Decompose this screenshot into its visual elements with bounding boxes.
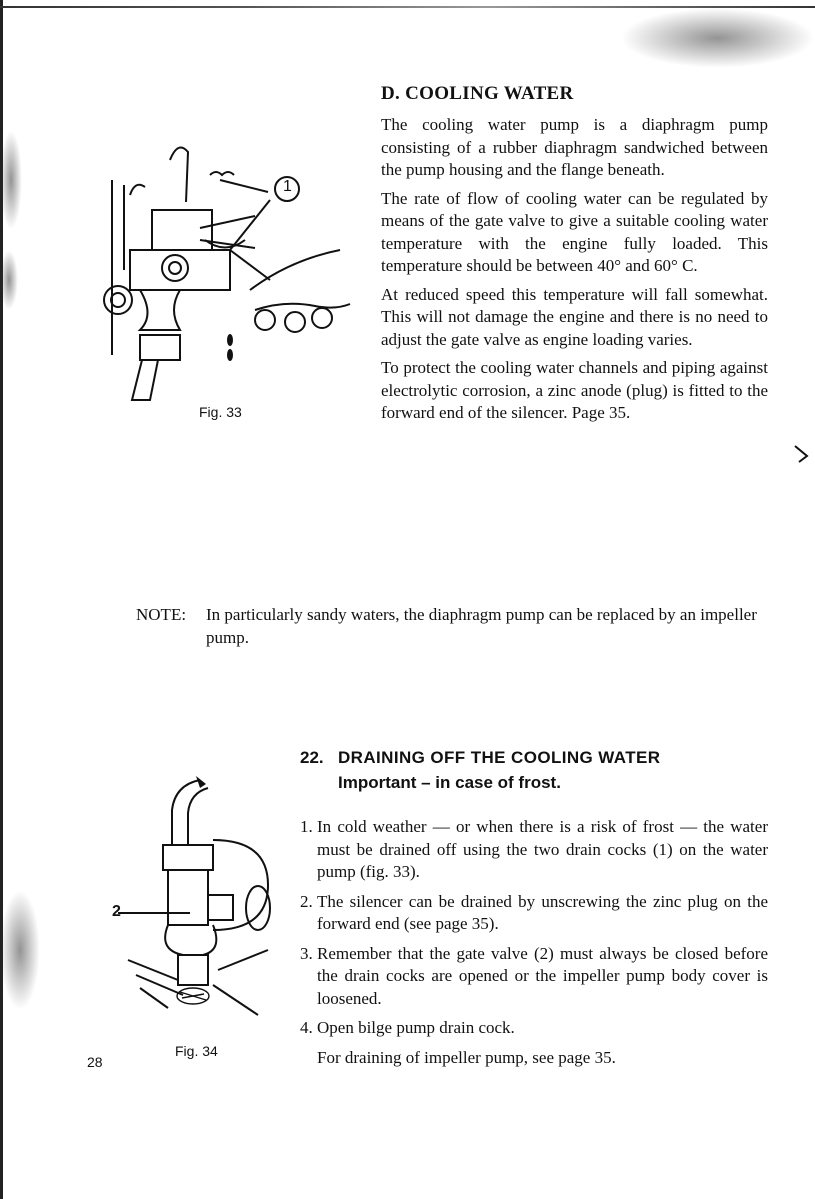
paragraph: The cooling water pump is a diaphragm pump consisting of a rubber diaphragm sandwiched between the pump housing and the flange beneath. (381, 115, 768, 179)
diaphragm-pump-drawing (90, 140, 370, 410)
page-number: 28 (87, 1054, 103, 1070)
scan-smudge (0, 130, 22, 230)
step-text: The silencer can be drained by unscrewing the zinc plug on the forward end (see page 35). (317, 891, 768, 933)
paragraph: At reduced speed this temperature will fall somewhat. This will not damage the engine and there is no need to adjust the gate valve as engine loading varies. (381, 284, 768, 349)
step-number: 1. (300, 817, 313, 836)
paragraph: To protect the cooling water channels and piping against electrolytic corrosion, a zinc anode (plug) is fitted to the forward end of the silencer. Page 35. (381, 358, 768, 422)
step-number: 2. (300, 891, 313, 911)
paragraph: The rate of flow of cooling water can be regulated by means of the gate valve to give a suitable cooling water temperature with the engine fully loaded. This temperature should be between 40° and 60° C. (381, 188, 768, 275)
draining-steps (300, 816, 768, 1069)
figure-caption: Fig. 34 (175, 1043, 218, 1059)
section-subtitle: Important – in case of frost. (338, 773, 561, 792)
list-item (300, 1017, 768, 1040)
list-item (300, 816, 768, 884)
step-text: In cold weather — or when there is a risk of frost — the water must be drained off using the two drain cocks (1) on the water pump (fig. 33). (317, 817, 768, 881)
scan-smudge (0, 890, 40, 1010)
note-text: In particularly sandy waters, the diaphragm pump can be replaced by an impeller pump. (206, 605, 757, 647)
callout-label: 1 (283, 178, 292, 195)
step-text: Open bilge pump drain cock. (317, 1018, 515, 1037)
section-body (381, 114, 768, 431)
drain-cock-drawing (108, 770, 288, 1030)
callout-label: 2 (112, 903, 121, 920)
note-label: NOTE: (136, 605, 187, 624)
scan-smudge (0, 250, 18, 310)
step-number: 3. (300, 943, 313, 963)
step-note: For draining of impeller pump, see page 35. (317, 1047, 616, 1067)
list-item (300, 943, 768, 1011)
step-text: Remember that the gate valve (2) must always be closed before the drain cocks are opened or the impeller pump body cover is loosened. (317, 943, 768, 1008)
margin-mark (793, 444, 811, 464)
figure-caption: Fig. 33 (199, 404, 242, 420)
step-number: 4. (300, 1018, 313, 1037)
list-item (300, 891, 768, 936)
section-heading: D. COOLING WATER (381, 83, 574, 104)
figure-33-illustration (90, 140, 370, 410)
scan-smudge (620, 8, 815, 68)
section-title: DRAINING OFF THE COOLING WATER (338, 748, 661, 767)
section-number: 22. (300, 748, 324, 767)
figure-34-illustration (108, 770, 288, 1030)
